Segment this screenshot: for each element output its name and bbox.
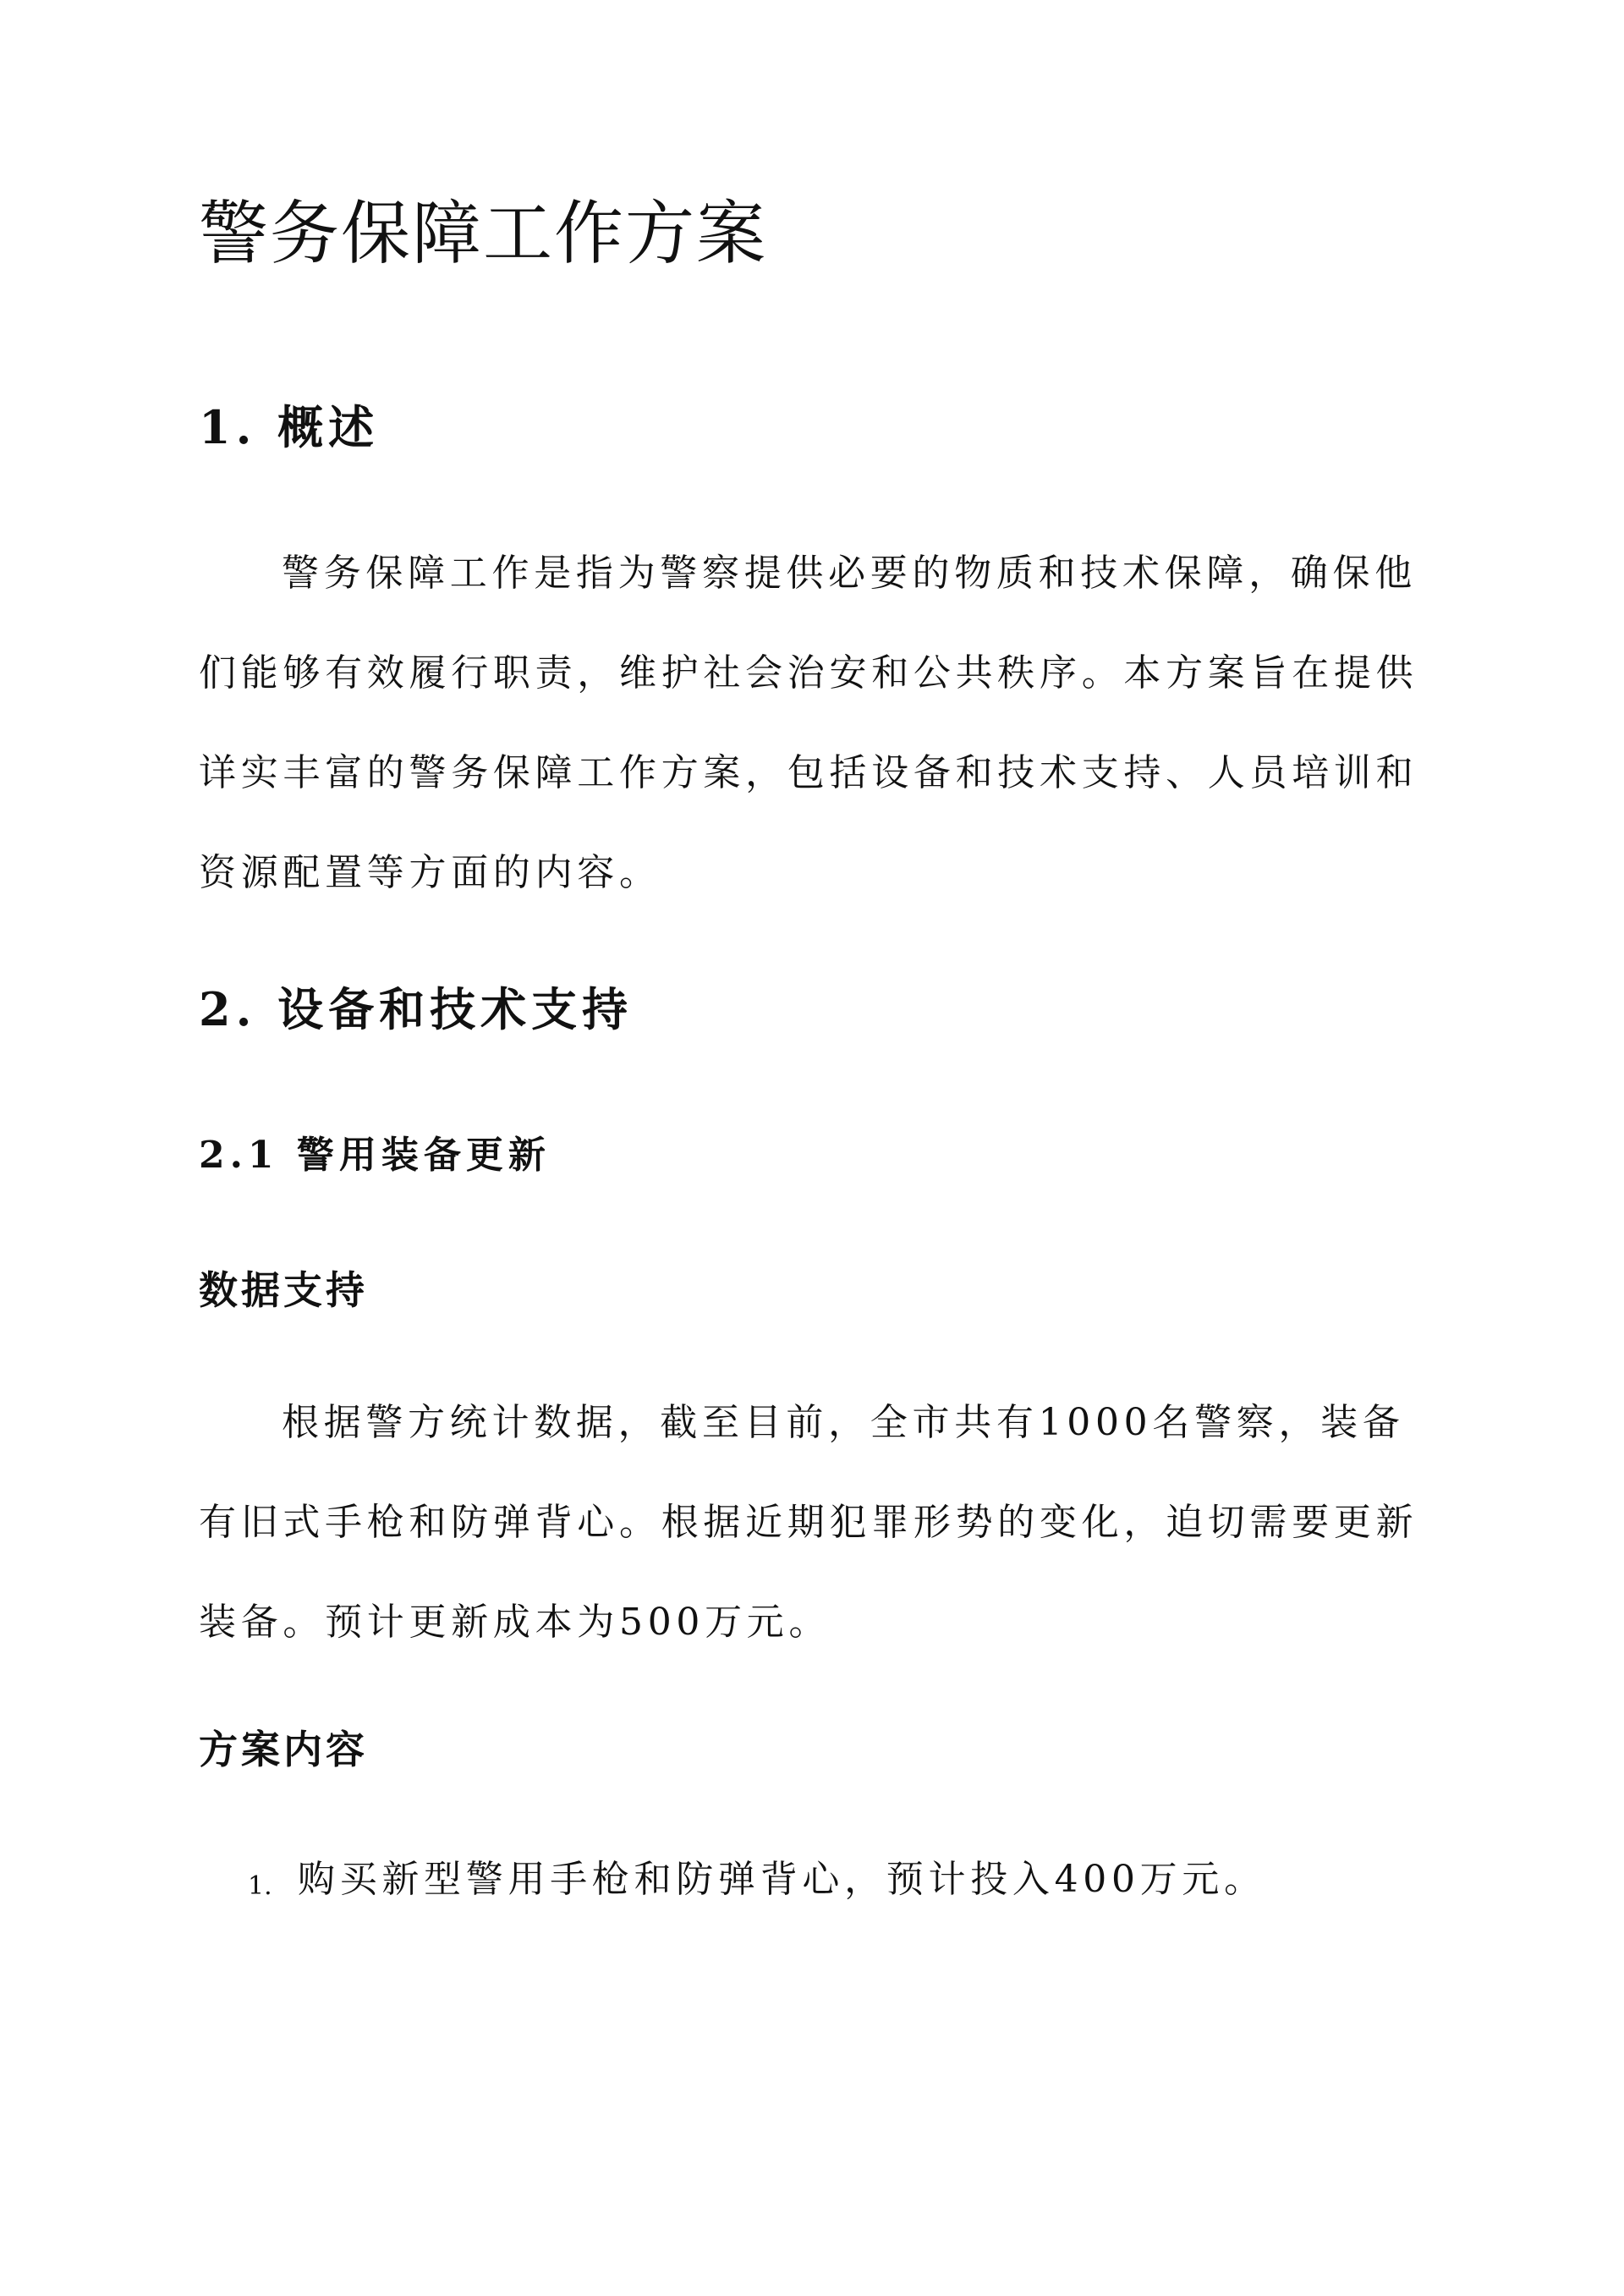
section-heading-overview: 1. 概述	[199, 400, 380, 454]
section-heading-equipment: 2. 设备和技术支持	[199, 982, 634, 1036]
paragraph-line: 根据警方统计数据，截至目前，全市共有1000名警察，装备	[282, 1401, 1405, 1444]
list-item-text: 购买新型警用手枪和防弹背心，预计投入400万元。	[298, 1858, 1266, 1901]
plan-content-heading: 方案内容	[199, 1727, 368, 1772]
document-title: 警务保障工作方案	[199, 194, 768, 274]
subsection-heading: 2.1 警用装备更新	[199, 1134, 551, 1177]
paragraph-line: 资源配置等方面的内容。	[199, 851, 661, 894]
paragraph-line: 详实丰富的警务保障工作方案，包括设备和技术支持、人员培训和	[199, 751, 1418, 794]
paragraph-line: 装备。预计更新成本为500万元。	[199, 1601, 831, 1644]
data-support-heading: 数据支持	[199, 1267, 368, 1313]
paragraph-line: 们能够有效履行职责，维护社会治安和公共秩序。本方案旨在提供	[199, 651, 1418, 695]
list-number: 1.	[248, 1871, 272, 1901]
paragraph-line: 有旧式手枪和防弹背心。根据近期犯罪形势的变化，迫切需要更新	[199, 1501, 1418, 1544]
paragraph-line: 警务保障工作是指为警察提供必要的物质和技术保障，确保他	[282, 552, 1417, 595]
